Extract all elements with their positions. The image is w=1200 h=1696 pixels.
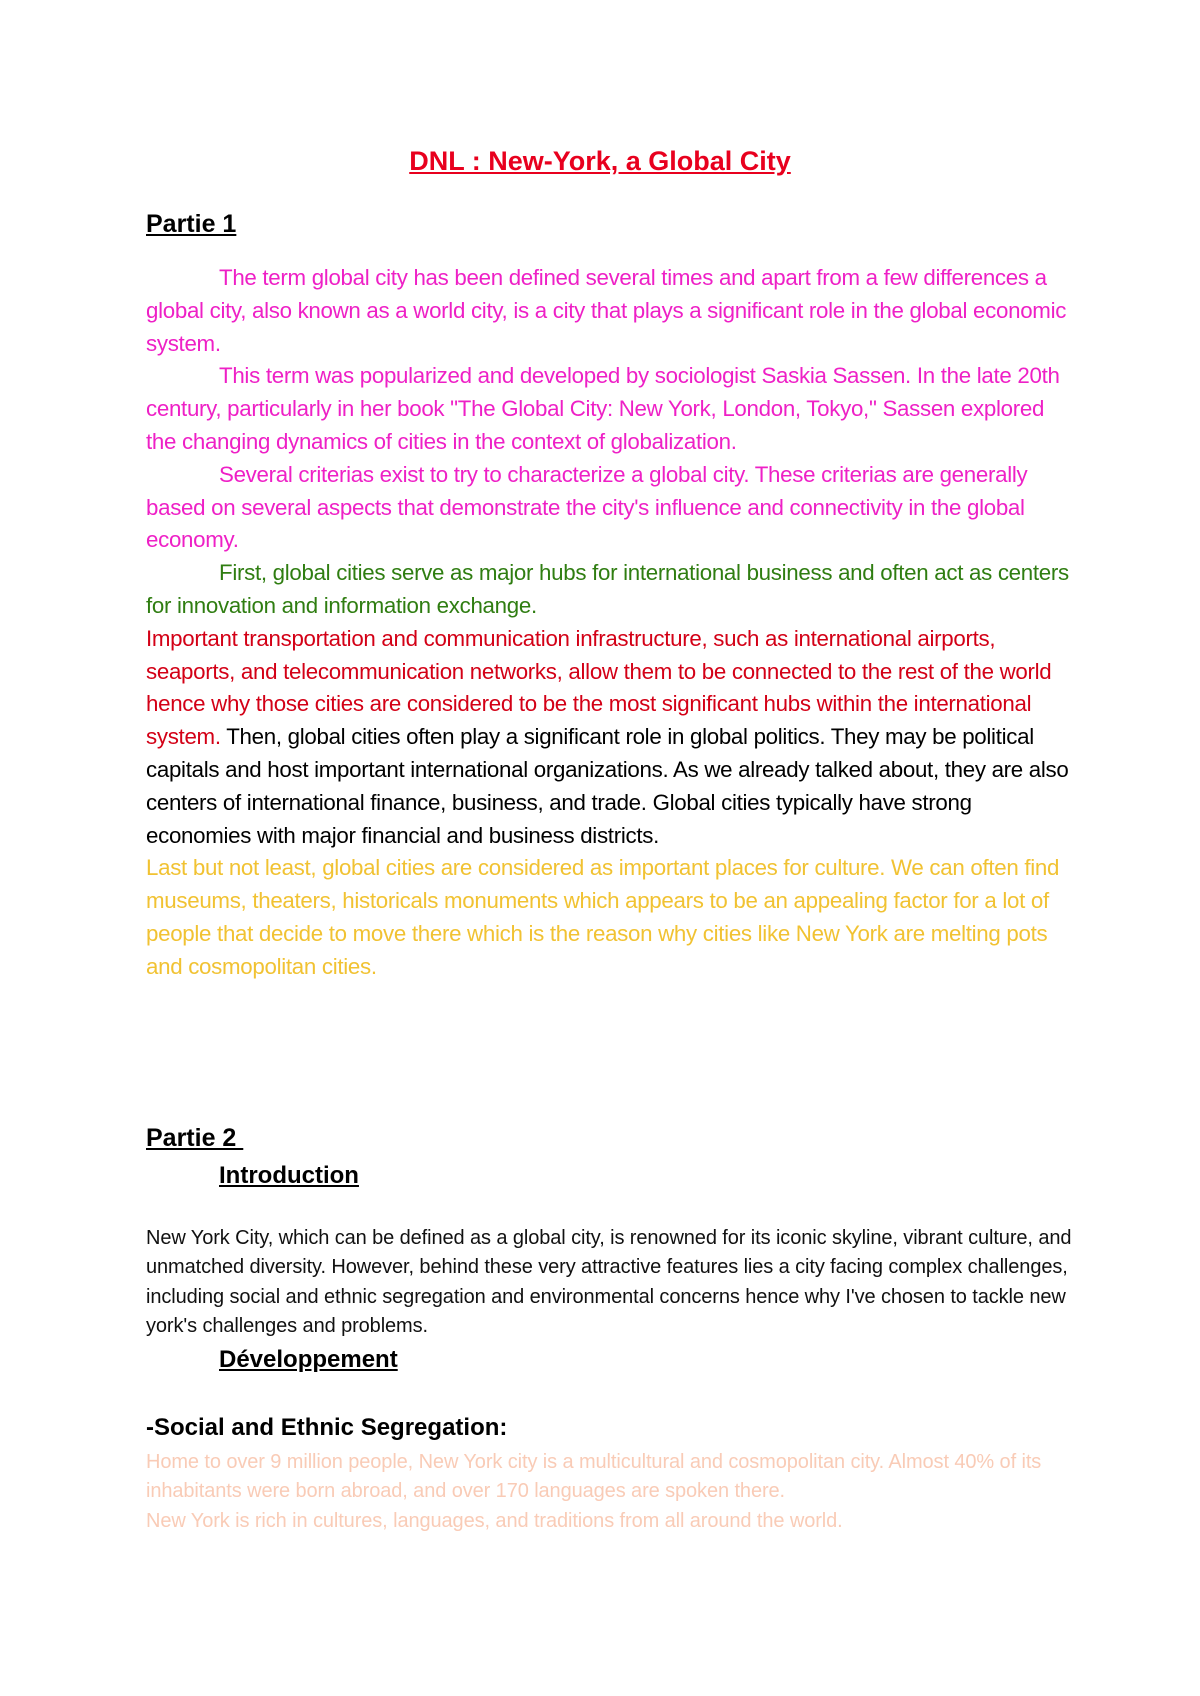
introduction-paragraph: New York City, which can be defined as a global city, is renowned for its iconic skyline, vibrant culture, and unmatched diversity. However, behind these very attractive features lies a city facing complex challenges, including social and ethnic segregation and environmental concerns hence why I've chosen to tackle new york's challenges and problems.: [146, 1227, 1072, 1338]
segregation-paragraph-1: Home to over 9 million people, New York city is a multicultural and cosmopolitan city. Almost 40% of its inhabitants were born abroad, and over 170 languages are spoken there.: [146, 1451, 1042, 1503]
introduction-body: [146, 1224, 1086, 1342]
part2-heading: Partie 2: [146, 1124, 244, 1152]
segregation-body: [146, 1448, 1086, 1536]
part1-paragraph-5-red: Important transportation and communication infrastructure, such as international airports, seaports, and telecommunication networks, allow them to be connected to the rest of the world hence why those cities are considered to be the most significant hubs within the international system.: [146, 625, 1052, 750]
introduction-heading: Introduction: [219, 1162, 359, 1189]
part1-paragraph-4: First, global cities serve as major hubs for international business and often act as centers for innovation and information exchange.: [146, 560, 1069, 618]
part1-paragraph-2: This term was popularized and developed by sociologist Saskia Sassen. In the late 20th century, particularly in her book "The Global City: New York, London, Tokyo," Sassen explored the changing dynamics of cities in the context of globalization.: [146, 363, 1060, 454]
developpement-heading: Développement: [219, 1346, 398, 1373]
document-title: DNL : New-York, a Global City: [409, 146, 791, 176]
part1-paragraph-5-black: Then, global cities often play a significant role in global politics. They may be political capitals and host important international organizations. As we already talked about, they are also centers of international finance, business, and trade. Global cities typically have strong economies with major financial and business districts.: [146, 724, 1069, 848]
part1-paragraph-6: Last but not least, global cities are considered as important places for culture. We can often find museums, theaters, historicals monuments which appears to be an appealing factor for a lot of people that decide to move there which is the reason why cities like New York are melting pots and cosmopolitan cities.: [146, 855, 1060, 979]
part1-paragraph-1: The term global city has been defined several times and apart from a few differences a global city, also known as a world city, is a city that plays a significant role in the global economic system.: [146, 265, 1067, 356]
segregation-section-title: -Social and Ethnic Segregation:: [146, 1414, 508, 1441]
part1-body: [146, 262, 1076, 984]
part1-paragraph-3: Several criterias exist to try to characterize a global city. These criterias are generally based on several aspects that demonstrate the city's influence and connectivity in the global economy.: [146, 461, 1028, 553]
segregation-paragraph-2: New York is rich in cultures, languages, and traditions from all around the world.: [146, 1509, 843, 1532]
part1-paragraph-5: [146, 623, 1076, 853]
part1-heading: Partie 1: [146, 210, 237, 238]
